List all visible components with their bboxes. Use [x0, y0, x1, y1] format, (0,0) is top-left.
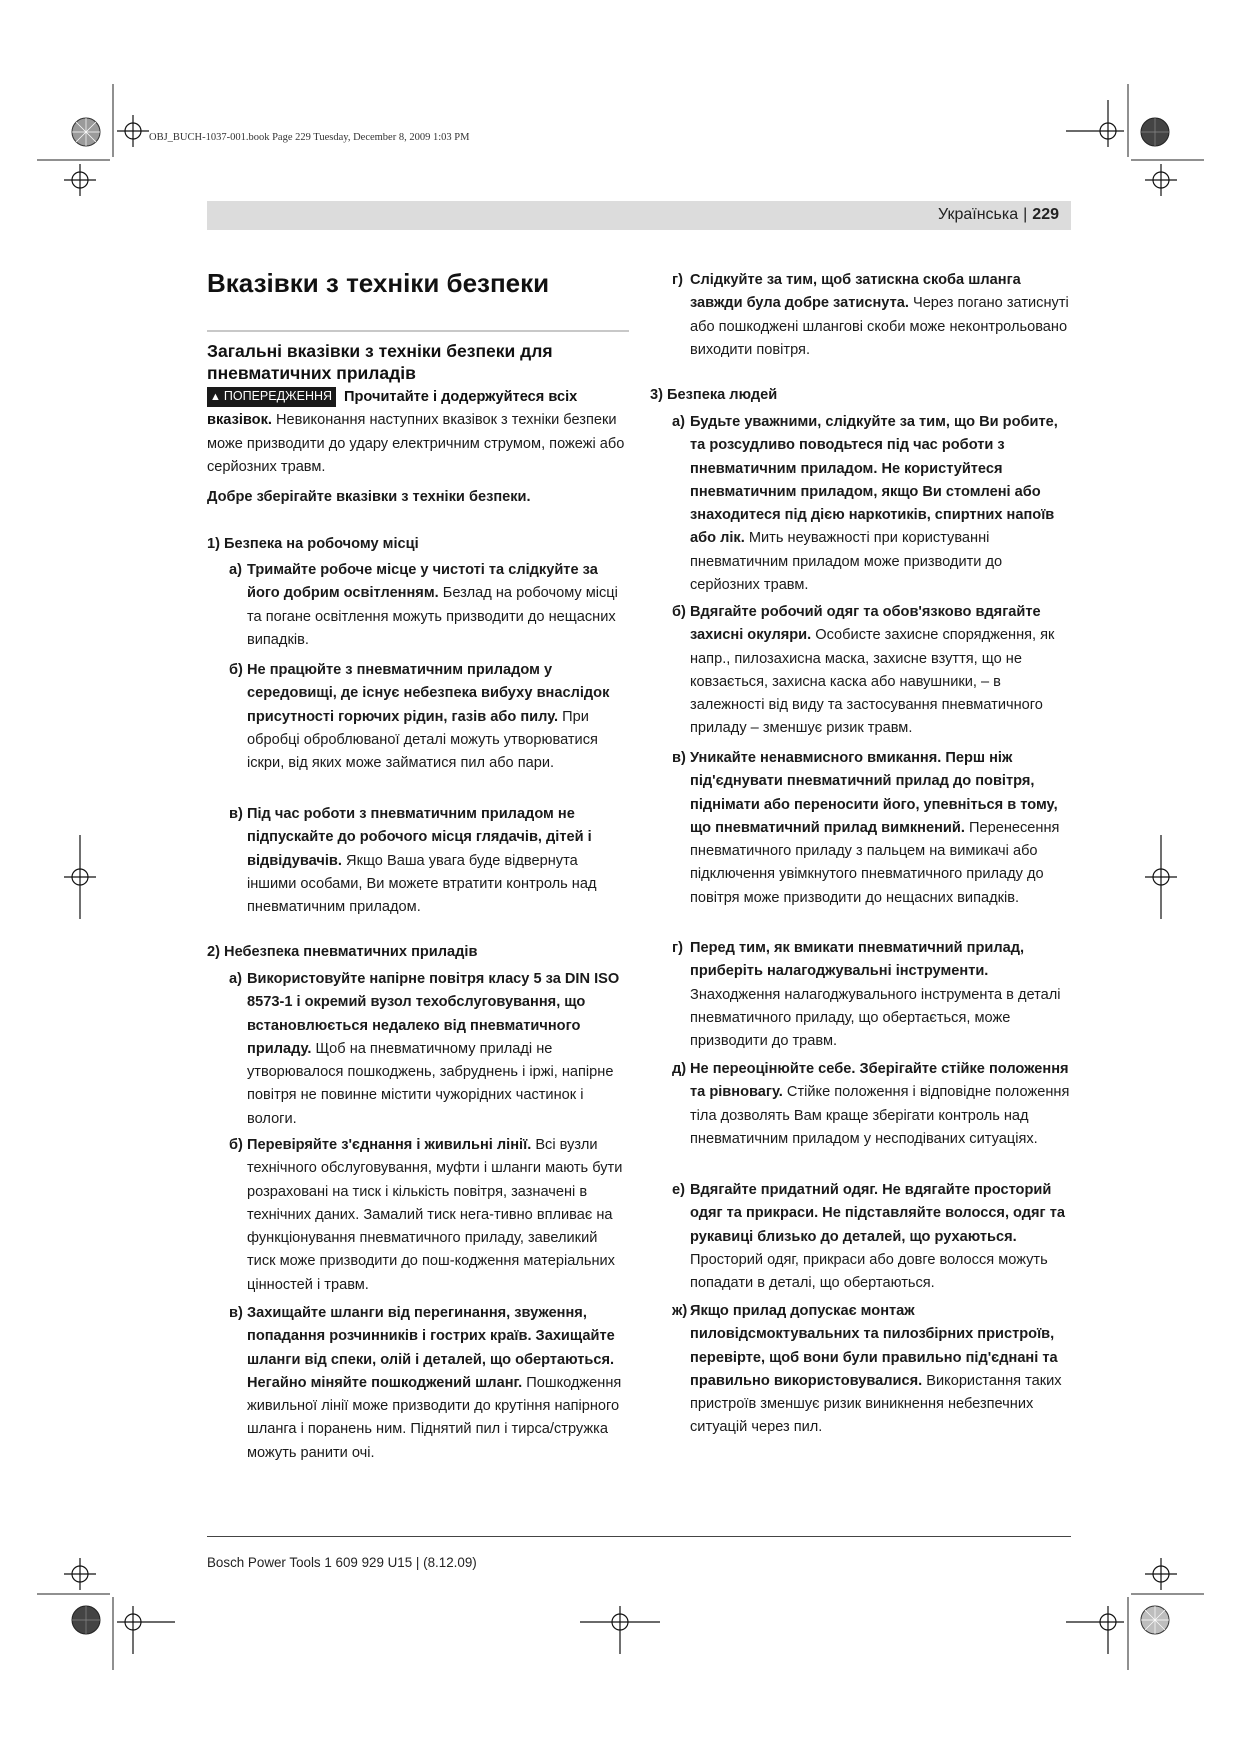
color-target-icon [1141, 1606, 1169, 1634]
item-text: Через погано затиснуті або пошкоджені шлангові скоби може неконтрольовано виходити повітря. [690, 295, 1069, 358]
crosshair-icon [64, 1558, 96, 1590]
item-text: Мить неуважності при користуванні пневматичним приладом може призводити до серйозних травм. [690, 530, 1003, 594]
color-target-icon [72, 118, 100, 146]
crosshair-icon [64, 164, 96, 196]
keep-instructions-note: Добре зберігайте вказівки з техніки безпеки. [207, 489, 531, 505]
item-label: в) [229, 1305, 243, 1321]
item-bold: Вдягайте робочий одяг та обов'язково вдягайте захисні окуляри. [690, 604, 1041, 644]
crosshair-icon [1145, 1558, 1177, 1590]
item-bold: Перевіряйте з'єднання і живильні лінії. [247, 1137, 532, 1153]
item-label: д) [672, 1061, 687, 1077]
item-text: Стійке положення і відповідне положення тіла дозволять Вам краще зберігати контроль над пневматичним приладом у несподіваних ситуаціях. [690, 1084, 1070, 1147]
item-text: Всі вузли технічного обслуговування, муфти і шланги мають бути розраховані на тиск і кількість повітря, зазначені в технічних даних. Замалий тиск нега-тивно впливає на функціонування пневматичного приладу, завеликий тиск може призводити до пош-кодження матеріальних цінностей і травм. [247, 1137, 623, 1293]
warning-bold: Прочитайте і додержуйтеся всіх вказівок. [207, 389, 578, 429]
crosshair-icon [1145, 164, 1177, 196]
item-text: Якщо Ваша увага буде відвернута іншими особами, Ви можете втратити контроль над пневматичним приладом. [247, 852, 597, 916]
crosshair-icon [1066, 100, 1124, 147]
item-label: в) [229, 806, 243, 822]
item-bold: Слідкуйте за тим, щоб затискна скоба шланга завжди була добре затиснута. [690, 272, 1021, 312]
crosshair-icon [1066, 1606, 1124, 1654]
item-bold: Уникайте ненавмисного вмикання. Перш ніж під'єднувати пневматичний прилад до повітря, піднімати або переносити його, упевніться в тому, що пневматичний прилад вимкнений. [690, 750, 1058, 836]
warning-badge-label: ПОПЕРЕДЖЕННЯ [223, 389, 333, 403]
section-1-heading: 1) Безпека на робочому місці [207, 536, 419, 552]
item-label: б) [229, 662, 243, 678]
item-text: Знаходження налагоджувального інструмента в деталі пневматичного приладу, що обертається, може призводити до травм. [690, 986, 1061, 1050]
item-label: ж) [672, 1303, 688, 1319]
page-number: 229 [1032, 206, 1059, 223]
crosshair-icon [117, 115, 149, 147]
item-bold: Використовуйте напірне повітря класу 5 за DIN ISO 8573-1 і окремий вузол техобслуговування, що встановлюється недалеко від пневматичного приладу. [247, 971, 620, 1057]
item-text: Використання таких пристроїв зменшує ризик виникнення небезпечних ситуацій через пил. [690, 1372, 1062, 1436]
item-bold: Перед тим, як вмикати пневматичний прилад, приберіть налагоджувальні інструменти. [690, 940, 1025, 980]
item-bold: Під час роботи з пневматичним приладом не підпускайте до робочого місця глядачів, дітей і відвідувачів. [247, 806, 592, 869]
item-text: Просторий одяг, прикраси або довге волосся можуть попадати в деталі, що обертаються. [690, 1251, 1048, 1292]
section-2-heading: 2) Небезпека пневматичних приладів [207, 944, 478, 960]
warning-text: Невиконання наступних вказівок з техніки безпеки може призводити до удару електричним струмом, пожежі або серйозних травм. [207, 412, 625, 475]
crosshair-icon [64, 835, 96, 919]
item-label: е) [672, 1182, 685, 1198]
item-text: Щоб на пневматичному приладі не утворювалося пошкоджень, забруднень і іржі, напірне повітря не повинне містити чужорідних частинок і вологи. [247, 1040, 614, 1127]
item-bold: Тримайте робоче місце у чистоті та слідкуйте за його добрим освітленням. [247, 562, 598, 602]
color-target-icon [72, 1606, 100, 1634]
footer-text: Bosch Power Tools 1 609 929 U15 | (8.12.09) [207, 1555, 477, 1570]
item-label: в) [672, 750, 686, 766]
item-bold: Якщо прилад допускає монтаж пиловідсмоктувальних та пилозбірних пристроїв, перевірте, щоб вони були правильно під'єднані та правильно використовувалися. [690, 1303, 1058, 1389]
item-label: б) [672, 604, 686, 620]
print-info: OBJ_BUCH-1037-001.book Page 229 Tuesday, December 8, 2009 1:03 PM [149, 132, 470, 143]
item-text: Безлад на робочому місці та погане освітлення можуть призводити до нещасних випадків. [247, 585, 618, 648]
color-target-icon [1141, 118, 1169, 146]
item-bold: Не працюйте з пневматичним приладом у середовищі, де існує небезпека вибуху внаслідок присутності горючих рідин, газів або пилу. [247, 662, 610, 725]
header-text: Українська | 229 [938, 206, 1059, 223]
crosshair-icon [1145, 835, 1177, 919]
page-title: Вказівки з техніки безпеки [207, 268, 550, 298]
item-bold: Вдягайте придатний одяг. Не вдягайте просторий одяг та прикраси. Не підставляйте волосся, одяг та рукавиці близько до деталей, що рухаються. [690, 1182, 1065, 1245]
item-text: При обробці оброблюваної деталі можуть утворюватися іскри, від яких може займатися пил або пари. [247, 708, 598, 772]
crosshair-icon [580, 1606, 660, 1654]
item-label: а) [229, 562, 242, 578]
item-text: Особисте захисне спорядження, як напр., пилозахисна маска, захисне взуття, що не ковзається, захисна каска або навушники, – в залежності від виду та застосування пневматичного приладу – зменшує ризик травм. [690, 627, 1055, 737]
header-language: Українська [938, 206, 1019, 223]
section-subtitle: Загальні вказівки з техніки безпеки для пневматичних приладів [207, 341, 553, 383]
item-label: а) [229, 971, 242, 987]
item-text: Пошкодження живильної лінії може призводити до крутіння напірного шланга і поранень ним. Піднятий пил і тирса/стружка можуть ранити очі. [247, 1374, 622, 1461]
section-3-heading: 3) Безпека людей [650, 387, 778, 403]
item-label: а) [672, 414, 685, 430]
item-bold: Не переоцінюйте себе. Зберігайте стійке положення та рівновагу. [690, 1061, 1069, 1101]
item-text: Перенесення пневматичного приладу з пальцем на вимикачі або підключення увімкнутого пневматичного приладу до повітря може призводити до нещасних випадків. [690, 819, 1060, 906]
item-label: г) [672, 272, 683, 288]
crosshair-icon [117, 1606, 175, 1654]
item-bold: Будьте уважними, слідкуйте за тим, що Ви робите, та розсудливо поводьтеся під час роботи з пневматичним приладом. Не користуйтеся пневматичним приладом, якщо Ви стомлені або знаходитеся під дією наркотиків, спиртних напоїв або лік. [690, 414, 1058, 547]
item-label: г) [672, 940, 683, 956]
warning-triangle-icon: ▲ [210, 391, 221, 403]
item-bold: Захищайте шланги від перегинання, звуження, попадання розчинників і гострих країв. Захищайте шланги від спеки, олій і деталей, що обертаються. Негайно міняйте пошкоджений шланг. [247, 1305, 615, 1391]
item-label: б) [229, 1137, 243, 1153]
